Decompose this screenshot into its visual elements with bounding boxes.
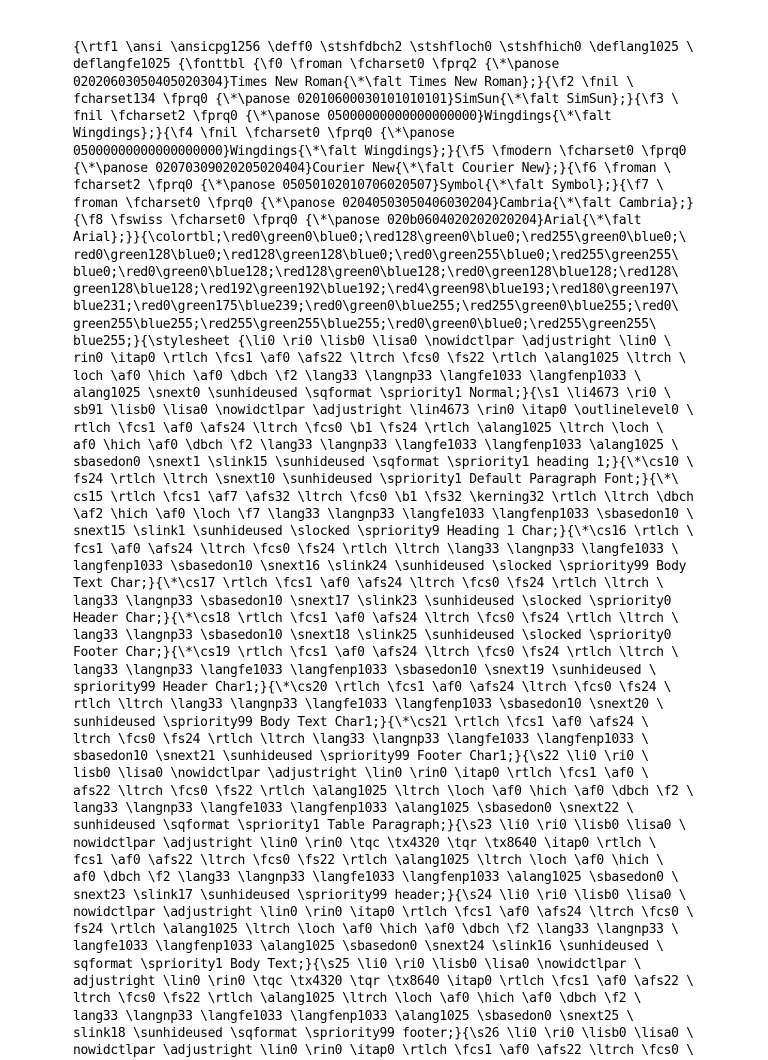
text-line: sqformat \spriority1 Body Text;}{\s25 \li0 \ri0 \lisb0 \lisa0 \nowidctlpar \	[73, 956, 642, 972]
text-line: slink18 \sunhideused \sqformat \spriority99 footer;}{\s26 \li0 \ri0 \lisb0 \lisa0 \	[73, 1025, 694, 1041]
text-line: Text Char;}{\*\cs17 \rtlch \fcs1 \af0 \afs24 \ltrch \fcs0 \fs24 \rtlch \ltrch \	[73, 576, 664, 592]
text-line: ltrch \fcs0 \fs24 \rtlch \ltrch \lang33 \langnp33 \langfe1033 \langfenp1033 \	[73, 731, 649, 747]
text-line: deflangfe1025 {\fonttbl {\f0 \froman \fcharset0 \fprq2 {\*\panose	[73, 57, 559, 73]
text-line: blue0;\red0\green0\blue128;\red128\green0\blue128;\red0\green128\blue128;\red128\	[73, 264, 679, 280]
text-line: fcharset2 \fprq0 {\*\panose 05050102010706020507}Symbol{\*\falt Symbol};}{\f7 \	[73, 178, 664, 194]
text-line: lang33 \langnp33 \langfe1033 \langfenp1033 \alang1025 \sbasedon0 \snext25 \	[73, 1008, 634, 1024]
text-line: adjustright \lin0 \rin0 \tqc \tx4320 \tqr \tx8640 \itap0 \rtlch \fcs1 \af0 \afs22 \	[73, 974, 694, 990]
text-line: nowidctlpar \adjustright \lin0 \rin0 \tqc \tx4320 \tqr \tx8640 \itap0 \rtlch \	[73, 835, 657, 851]
text-line: af0 \hich \af0 \dbch \f2 \lang33 \langnp33 \langfe1033 \langfenp1033 \alang1025 \	[73, 437, 679, 453]
rtf-source-text	[73, 39, 697, 1060]
text-line: lang33 \langnp33 \langfe1033 \langfenp1033 \alang1025 \sbasedon0 \snext22 \	[73, 801, 634, 817]
text-line: lang33 \langnp33 \sbasedon10 \snext18 \slink25 \sunhideused \slocked \spriority0	[73, 628, 672, 644]
text-line: green255\blue255;\red255\green255\blue255;\red0\green0\blue0;\red255\green255\	[73, 316, 657, 332]
text-line: fcharset134 \fprq0 {\*\panose 02010600030101010101}SimSun{\*\falt SimSun};}{\f3 \	[73, 91, 679, 107]
text-line: 02020603050405020304}Times New Roman{\*\falt Times New Roman};}{\f2 \fnil \	[73, 74, 634, 90]
text-line: {\f8 \fswiss \fcharset0 \fprq0 {\*\panose 020b0604020202020204}Arial{\*\falt	[73, 212, 642, 228]
text-line: Footer Char;}{\*\cs19 \rtlch \fcs1 \af0 \afs24 \ltrch \fcs0 \fs24 \rtlch \ltrch \	[73, 645, 679, 661]
text-line: blue231;\red0\green175\blue239;\red0\green0\blue255;\red255\green0\blue255;\red0\	[73, 299, 679, 315]
text-line: \af2 \hich \af0 \loch \f7 \lang33 \langnp33 \langfe1033 \langfenp1033 \sbasedon10 \	[73, 507, 694, 523]
text-line: af0 \dbch \f2 \lang33 \langnp33 \langfe1033 \langfenp1033 \alang1025 \sbasedon0 \	[73, 870, 679, 886]
text-line: sbasedon0 \snext1 \slink15 \sunhideused \sqformat \spriority1 heading 1;}{\*\cs10 \	[73, 455, 694, 471]
text-line: sunhideused \spriority99 Body Text Char1;}{\*\cs21 \rtlch \fcs1 \af0 \afs24 \	[73, 714, 649, 730]
text-line: 05000000000000000000}Wingdings{\*\falt Wingdings};}{\f5 \fmodern \fcharset0 \fprq0	[73, 143, 687, 159]
text-line: {\rtf1 \ansi \ansicpg1256 \deff0 \stshfdbch2 \stshfloch0 \stshfhich0 \deflang1025 \	[73, 40, 694, 55]
text-line: fs24 \rtlch \ltrch \snext10 \sunhideused \spriority1 Default Paragraph Font;}{\*\	[73, 472, 679, 488]
text-line: sunhideused \sqformat \spriority1 Table Paragraph;}{\s23 \li0 \ri0 \lisb0 \lisa0 \	[73, 818, 687, 834]
text-line: fcs1 \af0 \afs22 \ltrch \fcs0 \fs22 \rtlch \alang1025 \ltrch \loch \af0 \hich \	[73, 852, 664, 868]
text-line: cs15 \rtlch \fcs1 \af7 \afs32 \ltrch \fcs0 \b1 \fs32 \kerning32 \rtlch \ltrch \dbch	[73, 489, 694, 505]
text-line: Header Char;}{\*\cs18 \rtlch \fcs1 \af0 \afs24 \ltrch \fcs0 \fs24 \rtlch \ltrch \	[73, 610, 679, 626]
text-line: rin0 \itap0 \rtlch \fcs1 \af0 \afs22 \ltrch \fcs0 \fs22 \rtlch \alang1025 \ltrch \	[73, 351, 687, 367]
text-line: sbasedon10 \snext21 \sunhideused \spriority99 Footer Char1;}{\s22 \li0 \ri0 \	[73, 749, 649, 765]
text-line: loch \af0 \hich \af0 \dbch \f2 \lang33 \langnp33 \langfe1033 \langfenp1033 \	[73, 368, 642, 384]
text-line: lang33 \langnp33 \langfe1033 \langfenp1033 \sbasedon10 \snext19 \sunhideused \	[73, 662, 657, 678]
text-line: green128\blue128;\red192\green192\blue192;\red4\green98\blue193;\red180\green197\	[73, 282, 679, 298]
text-line: ltrch \fcs0 \fs22 \rtlch \alang1025 \ltrch \loch \af0 \hich \af0 \dbch \f2 \	[73, 991, 642, 1007]
text-line: snext15 \slink1 \sunhideused \slocked \spriority9 Heading 1 Char;}{\*\cs16 \rtlch \	[73, 524, 694, 540]
text-line: Wingdings};}{\f4 \fnil \fcharset0 \fprq0 {\*\panose	[73, 126, 455, 142]
text-line: fs24 \rtlch \alang1025 \ltrch \loch \af0 \hich \af0 \dbch \f2 \lang33 \langnp33 \	[73, 922, 679, 938]
text-line: rtlch \fcs1 \af0 \afs24 \ltrch \fcs0 \b1 \fs24 \rtlch \alang1025 \ltrch \loch \	[73, 420, 664, 436]
text-line: spriority99 Header Char1;}{\*\cs20 \rtlch \fcs1 \af0 \afs24 \ltrch \fcs0 \fs24 \	[73, 679, 672, 695]
text-line: {\*\panose 02070309020205020404}Courier New{\*\falt Courier New};}{\f6 \froman \	[73, 161, 672, 177]
text-line: froman \fcharset0 \fprq0 {\*\panose 02040503050406030204}Cambria{\*\falt Cambria};}	[73, 195, 694, 211]
text-line: afs22 \ltrch \fcs0 \fs22 \rtlch \alang1025 \ltrch \loch \af0 \hich \af0 \dbch \f2 \	[73, 783, 694, 799]
text-line: snext23 \slink17 \sunhideused \spriority99 header;}{\s24 \li0 \ri0 \lisb0 \lisa0 \	[73, 887, 687, 903]
text-line: fcs1 \af0 \afs24 \ltrch \fcs0 \fs24 \rtlch \ltrch \lang33 \langnp33 \langfe1033 \	[73, 541, 679, 557]
text-line: nowidctlpar \adjustright \lin0 \rin0 \itap0 \rtlch \fcs1 \af0 \afs22 \ltrch \fcs0 \	[73, 1043, 694, 1059]
text-line: alang1025 \snext0 \sunhideused \sqformat \spriority1 Normal;}{\s1 \li4673 \ri0 \	[73, 385, 672, 401]
text-line: fnil \fcharset2 \fprq0 {\*\panose 05000000000000000000}Wingdings{\*\falt	[73, 109, 612, 125]
text-line: blue255;}{\stylesheet {\li0 \ri0 \lisb0 \lisa0 \nowidctlpar \adjustright \lin0 \	[73, 334, 672, 350]
text-line: nowidctlpar \adjustright \lin0 \rin0 \itap0 \rtlch \fcs1 \af0 \afs24 \ltrch \fcs0 \	[73, 904, 694, 920]
text-line: red0\green128\blue0;\red128\green128\blue0;\red0\green255\blue0;\red255\green255\	[73, 247, 679, 263]
text-line: Arial};}}{\colortbl;\red0\green0\blue0;\red128\green0\blue0;\red255\green0\blue0;\	[73, 230, 687, 246]
text-line: lisb0 \lisa0 \nowidctlpar \adjustright \lin0 \rin0 \itap0 \rtlch \fcs1 \af0 \	[73, 766, 649, 782]
text-line: sb91 \lisb0 \lisa0 \nowidctlpar \adjustright \lin4673 \rin0 \itap0 \outlinelevel0 \	[73, 403, 694, 419]
text-line: lang33 \langnp33 \sbasedon10 \snext17 \slink23 \sunhideused \slocked \spriority0	[73, 593, 672, 609]
text-line: langfenp1033 \sbasedon10 \snext16 \slink24 \sunhideused \slocked \spriority99 Body	[73, 558, 687, 574]
text-line: langfe1033 \langfenp1033 \alang1025 \sbasedon0 \snext24 \slink16 \sunhideused \	[73, 939, 664, 955]
text-line: rtlch \ltrch \lang33 \langnp33 \langfe1033 \langfenp1033 \sbasedon10 \snext20 \	[73, 697, 664, 713]
